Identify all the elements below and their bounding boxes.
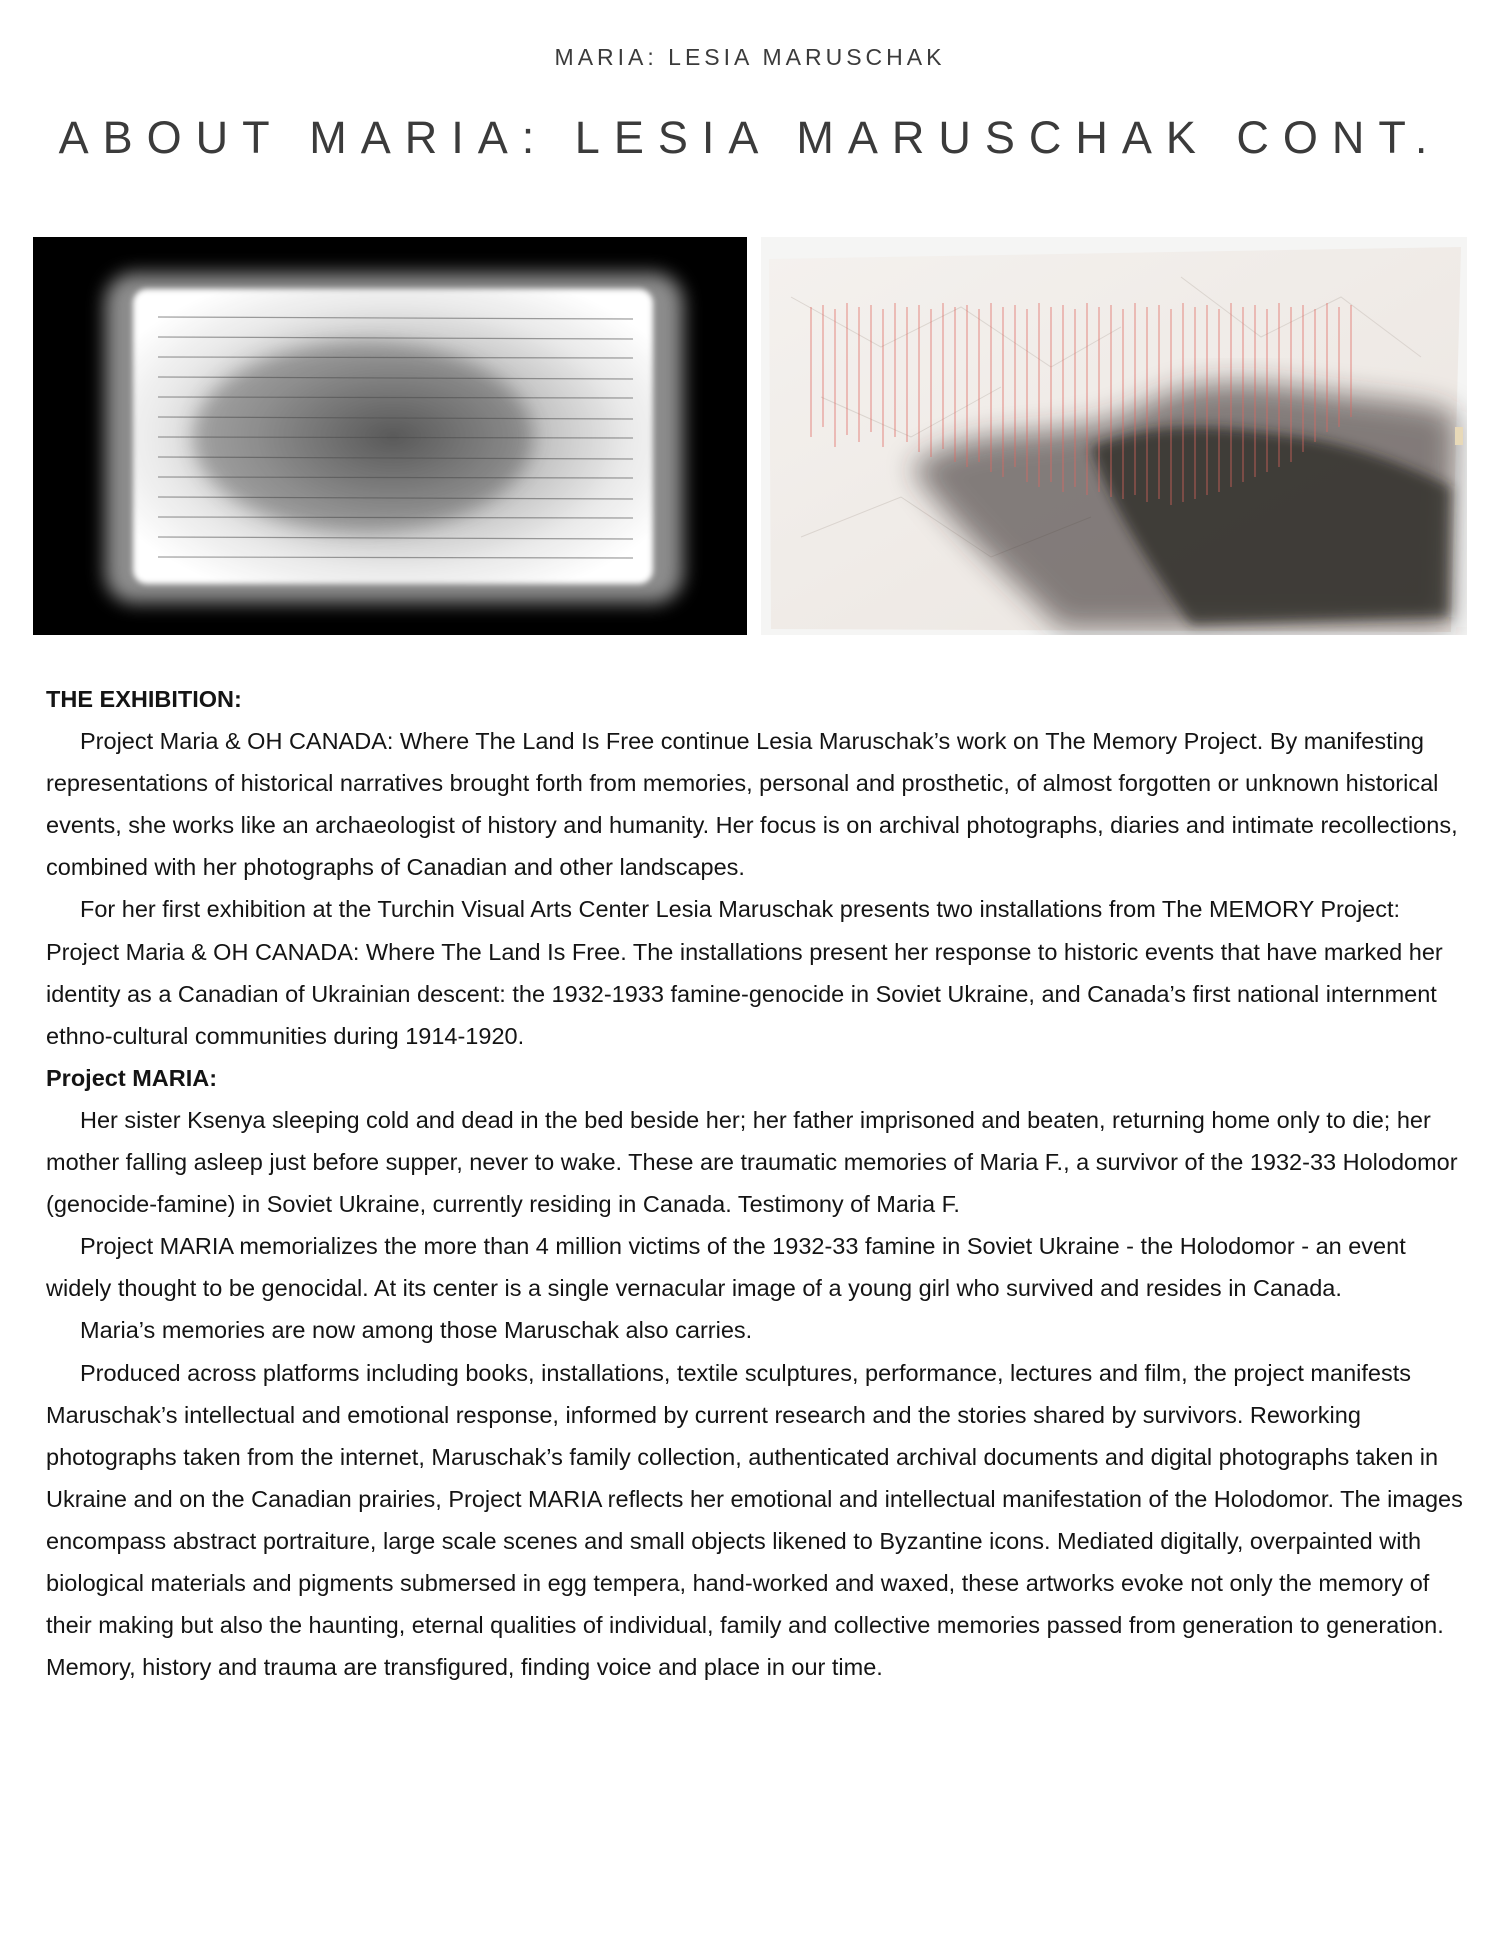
article-body — [46, 678, 1466, 1688]
project-paragraph-1: Her sister Ksenya sleeping cold and dead in the bed beside her; her father imprisoned and beaten, returning home only to die; her mother falling asleep just before supper, never to wake. These are traumatic memories of Maria F., a survivor of the 1932-33 Holodomor (genocide-famine) in Soviet Ukraine, currently residing in Canada. Testimony of Maria F. — [46, 1106, 1458, 1218]
page-kicker: MARIA: LESIA MARUSCHAK — [554, 44, 946, 70]
crumpled-paper-image — [761, 237, 1467, 635]
project-paragraph-3: Maria’s memories are now among those Maruschak also carries. — [80, 1317, 753, 1344]
exhibition-paragraph-1: Project Maria & OH CANADA: Where The Land Is Free continue Lesia Maruschak’s work on The Memory Project. By manifesting representations of historical narratives brought forth from memories, personal and prosthetic, of almost forgotten or unknown historical events, she works like an archaeologist of history and humanity. Her focus is on archival photographs, diaries and intimate recollections, combined with her photographs of Canadian and other landscapes. — [46, 728, 1458, 881]
exhibition-paragraph-2: For her first exhibition at the Turchin Visual Arts Center Lesia Maruschak presents two installations from The MEMORY Project: Project Maria & OH CANADA: Where The Land Is Free. The installations present her response to historic events that have marked her identity as a Canadian of Ukrainian descent: the 1932-1933 famine-genocide in Soviet Ukraine, and Canada’s first national internment ethno-cultural communities during 1914-1920. — [46, 896, 1443, 1049]
project-paragraph-2: Project MARIA memorializes the more than 4 million victims of the 1932-33 famine in Soviet Ukraine - the Holodomor - an event widely thought to be genocidal. At its center is a single vernacular image of a young girl who survived and resides in Canada. — [46, 1233, 1406, 1302]
project-heading: Project MARIA: — [46, 1064, 218, 1091]
image-row — [33, 237, 1467, 635]
archival-diary-image — [33, 237, 747, 635]
exhibition-heading: THE EXHIBITION: — [46, 686, 242, 712]
project-paragraph-4: Produced across platforms including books, installations, textile sculptures, performance, lectures and film, the project manifests Maruschak’s intellectual and emotional response, informed by current research and the stories shared by survivors. Reworking photographs taken from the internet, Maruschak’s family collection, authenticated archival documents and digital photographs taken in Ukraine and on the Canadian prairies, Project MARIA reflects her emotional and intellectual manifestation of the Holodomor. The images encompass abstract portraiture, large scale scenes and small objects likened to Byzantine icons. Mediated digitally, overpainted with biological materials and pigments submersed in egg tempera, hand-worked and waxed, these artworks evoke not only the memory of their making but also the haunting, eternal qualities of individual, family and collective memories passed from generation to generation. Memory, history and trauma are transfigured, finding voice and place in our time. — [46, 1359, 1463, 1681]
page-title: ABOUT MARIA: LESIA MARUSCHAK CONT. — [58, 112, 1442, 163]
